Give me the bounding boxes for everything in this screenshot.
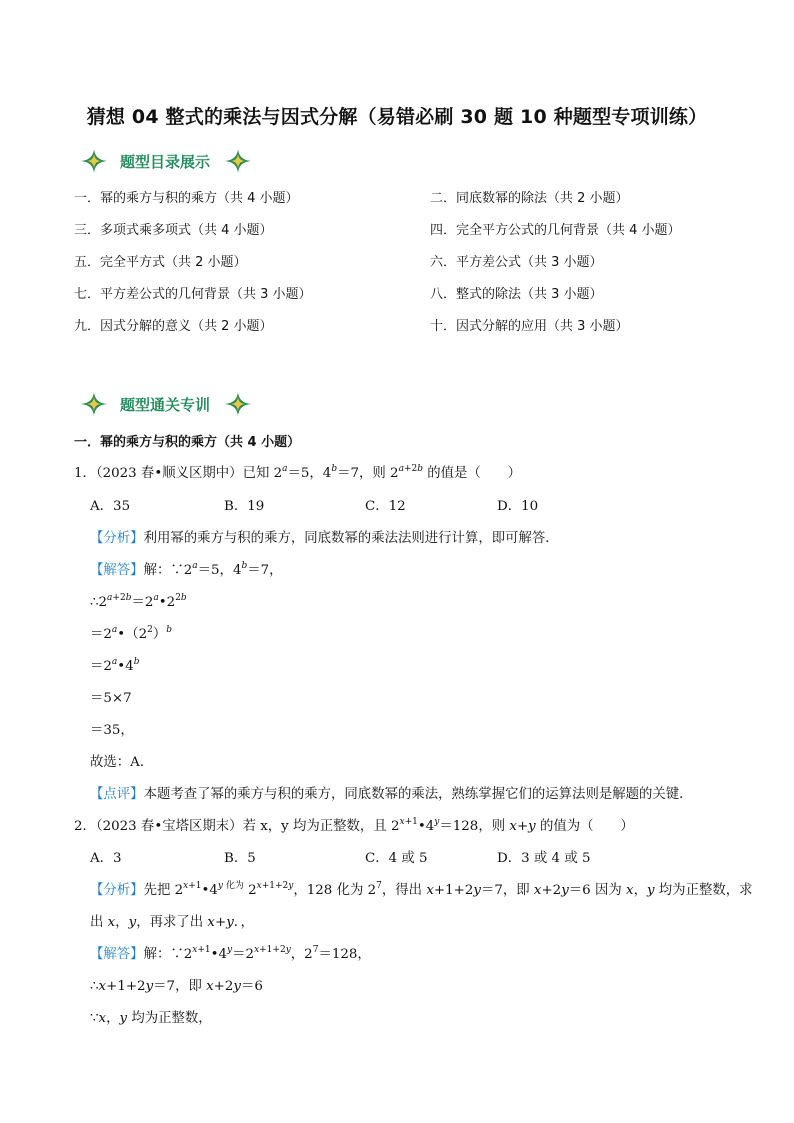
practice-section-header (80, 391, 252, 417)
question-1-comment (90, 783, 693, 802)
comment-tag: 【点评】 (90, 787, 144, 802)
question-2-source: 2．（2023 春•宝塔区期末）若 x，y 均为正整数，且 2 (74, 819, 400, 834)
question-2-option-c[interactable]: C．4 或 5 (365, 851, 428, 866)
question-2-stem: 2．（2023 春•宝塔区期末）若 x，y 均为正整数，且 $2^{x+1}•4^y=128$，则 x+y 的值为（ ） (74, 817, 634, 834)
toc-section-header (80, 148, 252, 174)
question-2-option-b[interactable]: B．5 (224, 851, 256, 866)
analysis-tag: 【分析】 (90, 531, 144, 546)
solution-step: ＝35， (90, 723, 134, 738)
practice-section-label: 题型通关专训 (120, 395, 211, 414)
solution-step: $\therefore 2^{a+2b}=2^a•2^{2b}$ (90, 593, 187, 610)
toc-item[interactable]: 二．同底数幂的除法（共 2 小题） (430, 191, 629, 206)
sparkle-icon (80, 148, 108, 174)
question-1-answer-line: 【解答】解：$\because 2^a=5$，$4^b=7$， (90, 561, 283, 578)
solution-step: $=2^a•4^b$ (90, 657, 140, 674)
toc-item[interactable]: 十．因式分解的应用（共 3 小题） (430, 319, 629, 334)
solution-step: ∵x，y 均为正整数， (90, 1011, 212, 1026)
question-1-option-a[interactable]: A．35 (90, 499, 131, 514)
question-2-option-d[interactable]: D．3 或 4 或 5 (497, 851, 591, 866)
solution-step: ∴x+1+2y＝7，即 x+2y＝6 (90, 979, 263, 994)
toc-item[interactable]: 三．多项式乘多项式（共 4 小题） (74, 223, 273, 238)
answer-tag: 【解答】 (90, 947, 144, 962)
solution-choice: 故选：A． (90, 755, 154, 770)
solution-step: $=2^a•(2^2)^b$ (90, 625, 172, 642)
solution-step: ＝5×7 (90, 691, 132, 706)
sparkle-icon (224, 148, 252, 174)
analysis-continued: 出 x，y，再求了出 x+y．， (90, 915, 254, 930)
analysis-text: 利用幂的乘方与积的乘方，同底数幂的乘法法则进行计算，即可解答． (143, 531, 559, 546)
toc-section-label: 题型目录展示 (120, 152, 211, 171)
sparkle-icon (224, 391, 252, 417)
question-1-option-d[interactable]: D．10 (497, 499, 539, 514)
question-2-analysis: 【分析】先把 $2^{x+1}•4^{y 化为}$ $2^{x+1+2y}$，128 化为 $2^7$，得出 x+1+2y＝7，即 x+2y＝6 因为 x，y 均为正整数，求 (90, 881, 753, 898)
comment-text: 本题考查了幂的乘方与积的乘方，同底数幂的乘法，熟练掌握它们的运算法则是解题的关键． (143, 787, 693, 802)
toc-item[interactable]: 七．平方差公式的几何背景（共 3 小题） (74, 287, 312, 302)
question-2-answer-line: 【解答】解：$\because 2^{x+1}•4^y=2^{x+1+2y}$，$2^7=128$， (90, 945, 371, 962)
sparkle-icon (80, 391, 108, 417)
question-1-stem: 1．（2023 春•顺义区期中）已知 $2^a=5$，$4^b=7$，则 $2^{a+2b}$ 的值是（ ） (74, 464, 521, 481)
page-title: 猜想 04 整式的乘法与因式分解（易错必刷 30 题 10 种题型专项训练） (86, 106, 708, 128)
analysis-tag: 【分析】 (90, 883, 144, 898)
question-2-option-a[interactable]: A．3 (90, 851, 122, 866)
toc-item[interactable]: 五．完全平方式（共 2 小题） (74, 255, 247, 270)
question-1-analysis (90, 527, 559, 546)
question-1-option-b[interactable]: B．19 (224, 499, 265, 514)
toc-item[interactable]: 一．幂的乘方与积的乘方（共 4 小题） (74, 191, 299, 206)
toc-item[interactable]: 九．因式分解的意义（共 2 小题） (74, 319, 273, 334)
question-1-option-c[interactable]: C．12 (365, 499, 406, 514)
answer-tag: 【解答】 (90, 563, 144, 578)
toc-item[interactable]: 四．完全平方公式的几何背景（共 4 小题） (430, 223, 681, 238)
toc-item[interactable]: 六．平方差公式（共 3 小题） (430, 255, 603, 270)
toc-item[interactable]: 八．整式的除法（共 3 小题） (430, 287, 603, 302)
part-heading: 一．幂的乘方与积的乘方（共 4 小题） (74, 435, 301, 450)
question-1-source: 1．（2023 春•顺义区期中）已知 2 (74, 466, 283, 481)
